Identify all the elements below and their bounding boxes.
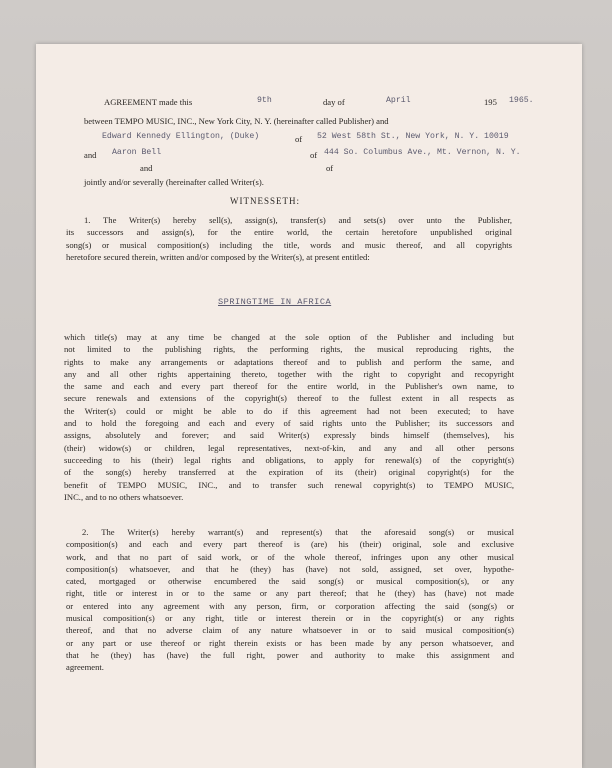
and-label-blank: and: [140, 163, 153, 173]
of-label-blank: of: [326, 163, 334, 173]
clause-2-line: work, and that no part of said work, or of the whole thereof, infringes upon any other musical: [66, 551, 514, 562]
clause-1-line: its successors and assign(s), for the entire world, the certain heretofore unpublished original: [66, 227, 512, 238]
clause-line: and to hold the foregoing and each and every of said rights unto the Publisher; its successors and: [64, 418, 514, 429]
clause-2-line: composition(s) and each and every part thereof is (are) his (their) original, sole and exclusive: [66, 539, 514, 550]
day-of-label: day of: [323, 97, 345, 107]
clause-2-line: or any part or use thereof or right therein exists or has been made by any person whatsoever, and: [66, 637, 514, 648]
clause-line: of the song(s) hereby transferred at the expiration of its (their) original copyright(s) for the: [64, 467, 514, 478]
day-value: 9th: [257, 96, 272, 105]
clause-2-line: musical composition(s) or any right, title or interest therein or in the copyright(s) or any rights: [66, 613, 514, 624]
clause-1: [66, 214, 512, 263]
clause-2-line: agreement.: [66, 662, 104, 673]
clause-line: assigns, absolutely and forever; and said Writer(s) expressly binds himself (themselves), his: [64, 430, 514, 441]
writer2-name: Aaron Bell: [112, 148, 162, 157]
clause-1-line: 1. The Writer(s) hereby sell(s), assign(s), transfer(s) and sets(s) over unto the Publisher,: [84, 215, 512, 225]
clause-1-continued: [64, 331, 514, 503]
clause-line: the Writer(s) could or might be able to do if this agreement had not been executed; to have: [64, 405, 514, 416]
clause-2: [66, 526, 514, 674]
clause-line: which title(s) may at any time be changed at the sole option of the Publisher and including but: [64, 332, 514, 342]
clause-2-line: or entered into any agreement with any person, firm, or corporation affecting the said (song(s) or: [66, 600, 514, 611]
clause-line: the same and each and every part thereof for the entire world, in the Publisher's own name, to: [64, 381, 514, 392]
clause-line: secure renewals and extensions of the copyright(s) thereof to the fullest extent in all respects as: [64, 393, 514, 404]
clause-line: rights to make any arrangements or adaptations thereof and to publish and perform the same, and: [64, 356, 514, 367]
clause-2-line: thereof, and that no adverse claim of any nature whatsoever in or to said musical composition(s): [66, 625, 514, 636]
clause-line: any and all other rights appertaining thereto, together with the right to copyright and recopyright: [64, 368, 514, 379]
century-label: 195: [484, 97, 497, 107]
clause-2-line: right, title or interest in or to the same or any part thereof; that he (they) has (have) not made: [66, 588, 514, 599]
clause-2-line: composition(s) whatsoever, and that he (they) has (have) not sold, assigned, set over, hypothe-: [66, 563, 514, 574]
clause-1-line: heretofore secured therein, written and/or composed by the Writer(s), at present entitled:: [66, 251, 370, 262]
clause-line: not limited to the publishing rights, the performing rights, the musical reproducing rights, the: [64, 344, 514, 355]
clause-line: (their) widow(s) or children, legal representatives, next-of-kin, and any and all other persons: [64, 442, 514, 453]
clause-2-line: 2. The Writer(s) hereby warrant(s) and represent(s) that the aforesaid song(s) or musical: [82, 527, 514, 537]
clause-line: benefit of TEMPO MUSIC, INC., and to transfer such renewal copyright(s) to TEMPO MUSIC,: [64, 479, 514, 490]
jointly-line: jointly and/or severally (hereinafter called Writer(s).: [84, 177, 264, 187]
writer2-address: 444 So. Columbus Ave., Mt. Vernon, N. Y.: [324, 148, 521, 157]
clause-2-line: cated, mortgaged or otherwise encumbered the said song(s) or musical composition(s), or any: [66, 576, 514, 587]
and-label: and: [84, 150, 97, 160]
month-value: April: [386, 96, 411, 105]
song-title: SPRINGTIME IN AFRICA: [218, 297, 332, 307]
witnesseth-heading: WITNESSETH:: [230, 196, 300, 206]
of-label-2: of: [310, 150, 318, 160]
clause-line: INC., and to no others whatsoever.: [64, 491, 184, 502]
writer1-name: Edward Kennedy Ellington, (Duke): [102, 132, 260, 141]
agreement-label: AGREEMENT made this: [104, 97, 193, 107]
year-value: 1965.: [509, 96, 534, 105]
clause-1-line: song(s) or musical composition(s) including the title, words and music thereof, and all copyrights: [66, 239, 512, 250]
of-label: of: [295, 134, 303, 144]
writer1-address: 52 West 58th St., New York, N. Y. 10019: [317, 132, 509, 141]
between-line: between TEMPO MUSIC, INC., New York City, N. Y. (hereinafter called Publisher) and: [84, 116, 389, 126]
clause-line: succeeding to his (their) legal rights and obligations, to apply for renewal(s) of the copyright(s): [64, 454, 514, 465]
clause-2-line: that he (they) has (have) the full right, power and authority to make this assignment and: [66, 649, 514, 660]
